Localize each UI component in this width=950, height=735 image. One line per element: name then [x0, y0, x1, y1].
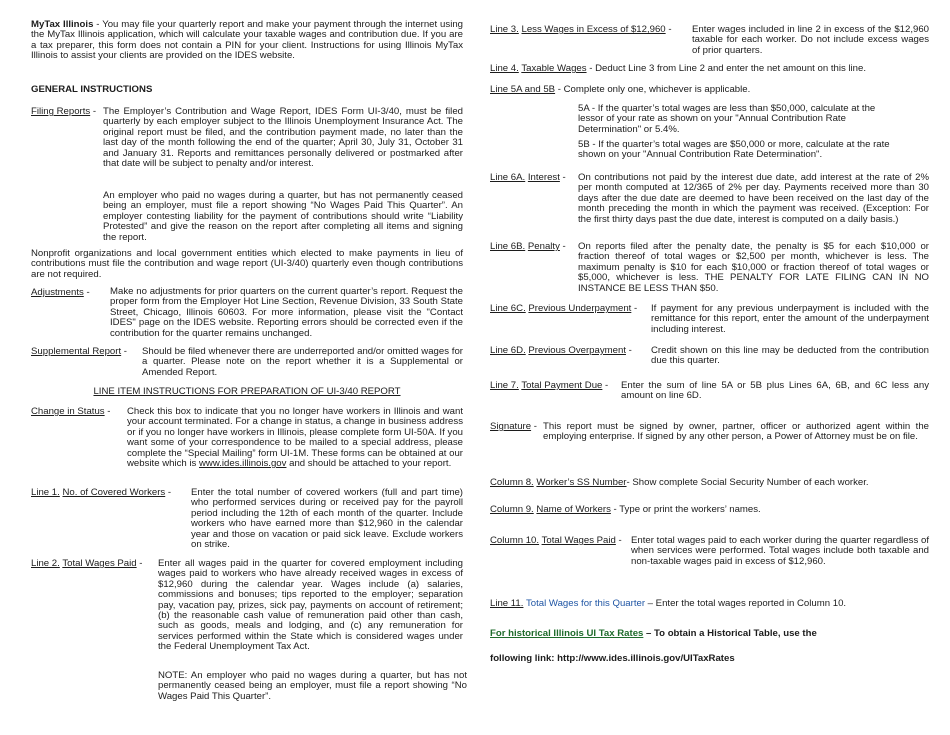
- line-4-row: Line 4. Taxable Wages - Deduct Line 3 from Line 2 and enter the net amount on this line.: [490, 63, 867, 74]
- line-6d-label: Line 6D. Previous Overpayment -: [490, 345, 632, 356]
- line-11-row: Line 11. Total Wages for this Quarter – Enter the total wages reported in Column 10.: [490, 598, 847, 609]
- line-6d-text: Credit shown on this line may be deducted from the contribution due this quarter.: [651, 345, 929, 367]
- intro-paragraph: [31, 20, 463, 62]
- ides-website-link[interactable]: www.ides.illinois.gov: [199, 458, 287, 470]
- line-7-label: Line 7. Total Payment Due -: [490, 380, 609, 391]
- column-9-row: Column 9. Name of Workers - Type or print the workers’ names.: [490, 504, 761, 515]
- line-6a-label: Line 6A. Interest -: [490, 172, 566, 183]
- signature-text: This report must be signed by owner, partner, officer or authorized agent within the employing enterprise. If signed by any other person, a Power of Attorney must be on file.: [543, 421, 929, 443]
- historical-rates-url[interactable]: following link: http://www.ides.illinois.gov/UITaxRates: [490, 653, 735, 664]
- line-3-text: Enter wages included in line 2 in excess of the $12,960 taxable for each worker. Do not include excess wages of prior quarters.: [692, 24, 929, 56]
- line-5-row: Line 5A and 5B - Complete only one, whichever is applicable.: [490, 84, 751, 95]
- supplemental-report-text: Should be filed whenever there are underreported and/or omitted wages for a quarter. Please note on the report whether it is a Supplemental or Amended Report.: [142, 346, 463, 378]
- line-item-heading: LINE ITEM INSTRUCTIONS FOR PREPARATION OF UI-3/40 REPORT: [93, 386, 401, 397]
- general-instructions-heading: GENERAL INSTRUCTIONS: [31, 84, 153, 95]
- supplemental-report-label: Supplemental Report -: [31, 346, 128, 357]
- line-6a-text: On contributions not paid by the interest due date, add interest at the rate of 2% per month computed at 12/365 of 2% per day. Payments received more than 30 days after the due date are deemed to have been received on the last day of the month preceding the month in which the payment was received. (Exception: For the first thirty days past the due date, interest is computed on a daily basis.): [578, 172, 929, 225]
- line-6b-label: Line 6B. Penalty -: [490, 241, 566, 252]
- line-6c-label: Line 6C. Previous Underpayment -: [490, 303, 638, 314]
- line-6b-text: On reports filed after the penalty date, the penalty is $5 for each $10,000 or fraction thereof of total wages or $2,500 per month, whichever is less. The maximum penalty is $10 for each $10,000 or fraction thereof of total wages or $5,000, whichever is less. THE PENALTY FOR LATE FILING CAN IN NO INSTANCE BE LESS THAN $50.: [578, 241, 929, 294]
- column-8-row: Column 8. Worker’s SS Number- Show complete Social Security Number of each worker.: [490, 477, 869, 488]
- line-6c-text: If payment for any previous underpayment is included with the remittance for this report, enter the amount of the underpayment including interest.: [651, 303, 929, 335]
- line-2-note: NOTE: An employer who paid no wages during a quarter, but has not permanently ceased being an employer, must file a report showing “No Wages Paid This Quarter”.: [158, 670, 467, 702]
- line-2-label: Line 2. Total Wages Paid -: [31, 558, 143, 569]
- column-10-label: Column 10. Total Wages Paid -: [490, 535, 622, 546]
- adjustments-label: Adjustments -: [31, 287, 90, 298]
- change-in-status-label: Change in Status -: [31, 406, 111, 417]
- signature-label: Signature -: [490, 421, 537, 432]
- line-3-label: Line 3. Less Wages in Excess of $12,960 -: [490, 24, 672, 35]
- intro-text: - You may file your quarterly report and make your payment through the internet using the MyTax Illinois application, which will calculate your taxable wages and contribution due. If you are a tax preparer, this form does not contain a PIN for your client. Instructions for using Illinois MyTax Illinois to assist your clients are provided on the IDES website.: [31, 19, 463, 62]
- line-7-text: Enter the sum of line 5A or 5B plus Lines 6A, 6B, and 6C less any amount on line 6D.: [621, 380, 929, 402]
- no-wages-paragraph: An employer who paid no wages during a quarter, but has not permanently ceased being an employer, must file a report showing “No Wages Paid This Quarter”. An employer contesting liability for the payment of contributions should write “Liability Protested” and give the reason on the report after completing all items and signing the report.: [103, 190, 463, 243]
- filing-reports-text: The Employer’s Contribution and Wage Report, IDES Form UI-3/40, must be filed quarterly by each employer subject to the Illinois Unemployment Insurance Act. The original report must be filed, and the contribution payment made, no later than the last day of the month following the end of the quarter; April 30, July 31, October 31 and January 31. Reports and remittances personally delivered or postmarked after that date will be subject to penalty and/or interest.: [103, 106, 463, 170]
- line-1-label: Line 1. No. of Covered Workers -: [31, 487, 172, 498]
- intro-title: MyTax Illinois: [31, 19, 94, 30]
- line-11-link[interactable]: Total Wages for this Quarter: [525, 598, 646, 609]
- adjustments-text: Make no adjustments for prior quarters on the current quarter’s report. Request the proper form from the Employer Hot Line Section, Revenue Division, 33 South State Street, Chicago, Illinois 60603. For more information, please visit the "Contact IDES" page on the IDES website. Reporting errors should be corrected even if the contribution for the quarter remains unchanged.: [110, 286, 463, 339]
- line-5a-text: 5A - If the quarter’s total wages are less than $50,000, calculate at the lessor of your rate as shown on your "Annual Contribution Rate Determination" or 5.4%.: [578, 103, 876, 135]
- column-10-text: Enter total wages paid to each worker during the quarter regardless of when services were performed. Total wages include both taxable and non-taxable wages paid in excess of $12,960.: [631, 535, 929, 567]
- nonprofit-paragraph: Nonprofit organizations and local government entities which elected to make payments in lieu of contributions must file the contribution and wage report (UI-3/40) quarterly even though contributions are not required.: [31, 248, 463, 280]
- historical-rates-link[interactable]: For historical Illinois UI Tax Rates: [490, 628, 644, 639]
- historical-rates-row: For historical Illinois UI Tax Rates – To obtain a Historical Table, use the: [490, 628, 817, 639]
- filing-reports-label: Filing Reports -: [31, 106, 97, 117]
- line-2-text: Enter all wages paid in the quarter for covered employment including wages paid to workers who have already received wages in excess of $12,960 during the calendar year. Wages include (a) salaries, commissions and bonuses; tips reported to the employer; separation pay, vacation pay, prizes, sick pay, payments on account of retirement; (b) the reasonable cash value of remuneration paid other than cash, such as goods, meals and lodging, and (c) any remuneration for services performed within the State which is considered wages under the Federal Unemployment Tax Act.: [158, 558, 463, 653]
- change-in-status-text: Check this box to indicate that you no longer have workers in Illinois and want your account terminated. For a change in status, a change in business address or if you no longer have workers in Illinois, please complete form UI-50A. If you want some of your correspondence to be mailed to a special address, please complete the “Special Mailing” form UI-1M. These forms can be obtained at our website which is www.ides.illinois.gov and should be attached to your report.: [127, 406, 463, 470]
- line-1-text: Enter the total number of covered workers (full and part time) who performed services during or received pay for the payroll period including the 12th of each month of the quarter. Include workers who have earned more than $12,960 in the calendar year and those on vacation or paid sick leave. Exclude workers on strike.: [191, 487, 463, 551]
- line-5b-text: 5B - If the quarter’s total wages are $50,000 or more, calculate at the rate shown on your "Annual Contribution Rate Determination".: [578, 139, 890, 161]
